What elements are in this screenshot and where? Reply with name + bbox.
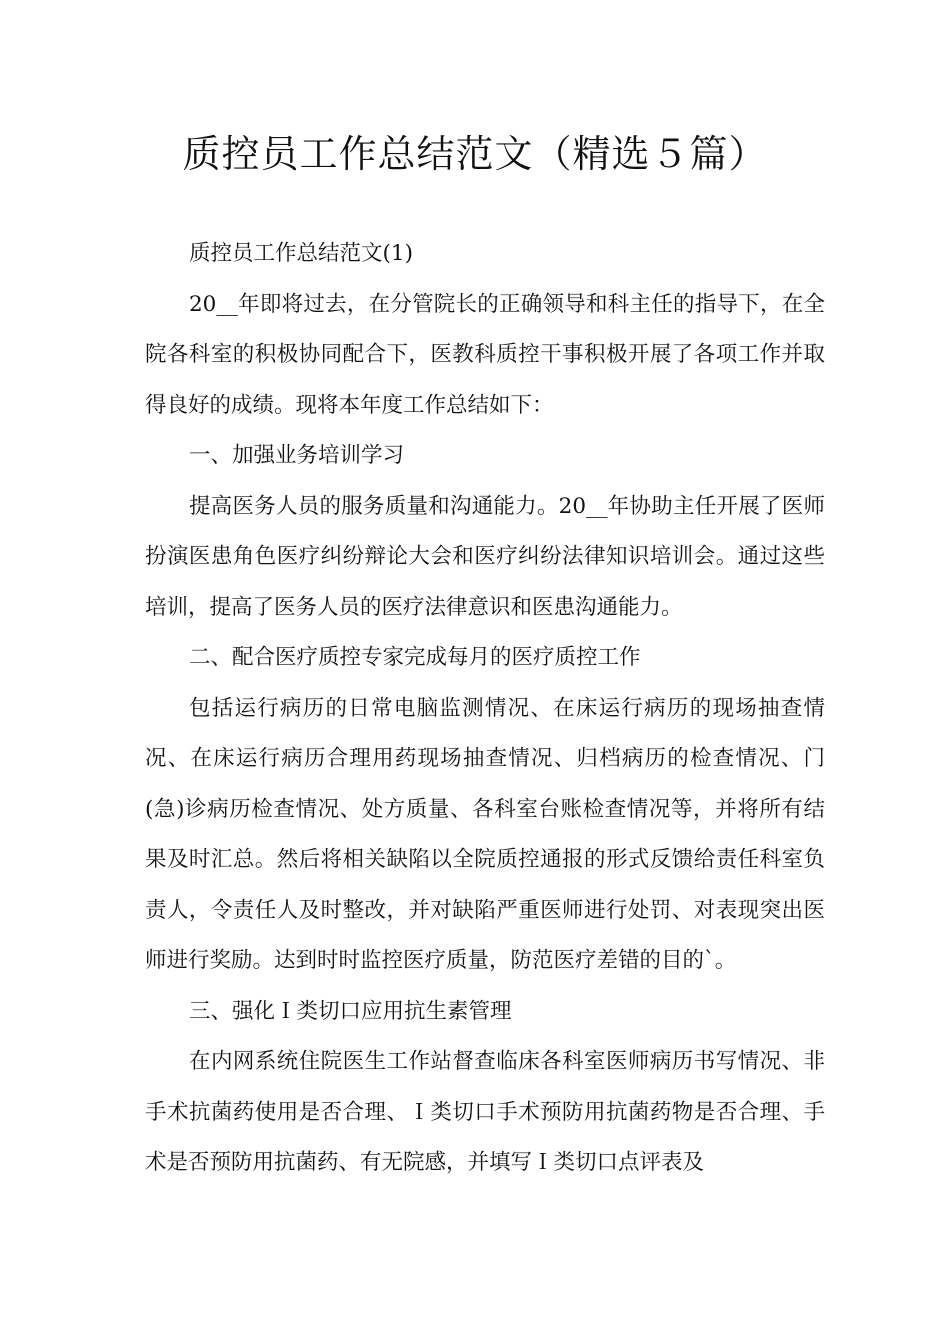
section-heading-1: 一、加强业务培训学习: [189, 443, 405, 468]
section-body-3: 在内网系统住院医生工作站督查临床各科室医师病历书写情况、非手术抗菌药使用是否合理、Ｉ类切口手术预防用抗菌药物是否合理、手术是否预防用抗菌药、有无院感，并填写Ｉ类切口点评表及: [145, 1049, 825, 1175]
article-subtitle: 质控员工作总结范文(1): [189, 241, 413, 266]
section-body-2: 包括运行病历的日常电脑监测情况、在床运行病历的现场抽查情况、在床运行病历合理用药现场抽查情况、归档病历的检查情况、门(急)诊病历检查情况、处方质量、各科室台账检查情况等，并将所有结果及时汇总。然后将相关缺陷以全院质控通报的形式反馈给责任科室负责人，令责任人及时整改，并对缺陷严重医师进行处罚、对表现突出医师进行奖励。达到时时监控医疗质量，防范医疗差错的目的`。: [145, 695, 825, 973]
document-body: [145, 229, 825, 1189]
section-body-1: 提高医务人员的服务质量和沟通能力。20__年协助主任开展了医师扮演医患角色医疗纠纷辩论大会和医疗纠纷法律知识培训会。通过这些培训，提高了医务人员的医疗法律意识和医患沟通能力。: [145, 493, 825, 620]
intro-paragraph: 20__年即将过去，在分管院长的正确领导和科主任的指导下，在全院各科室的积极协同配合下，医教科质控干事积极开展了各项工作并取得良好的成绩。现将本年度工作总结如下：: [145, 291, 825, 418]
section-heading-3: 三、强化Ｉ类切口应用抗生素管理: [189, 998, 512, 1024]
document-title: 质控员工作总结范文（精选５篇）: [182, 132, 768, 176]
section-heading-2: 二、配合医疗质控专家完成每月的医疗质控工作: [189, 645, 641, 670]
